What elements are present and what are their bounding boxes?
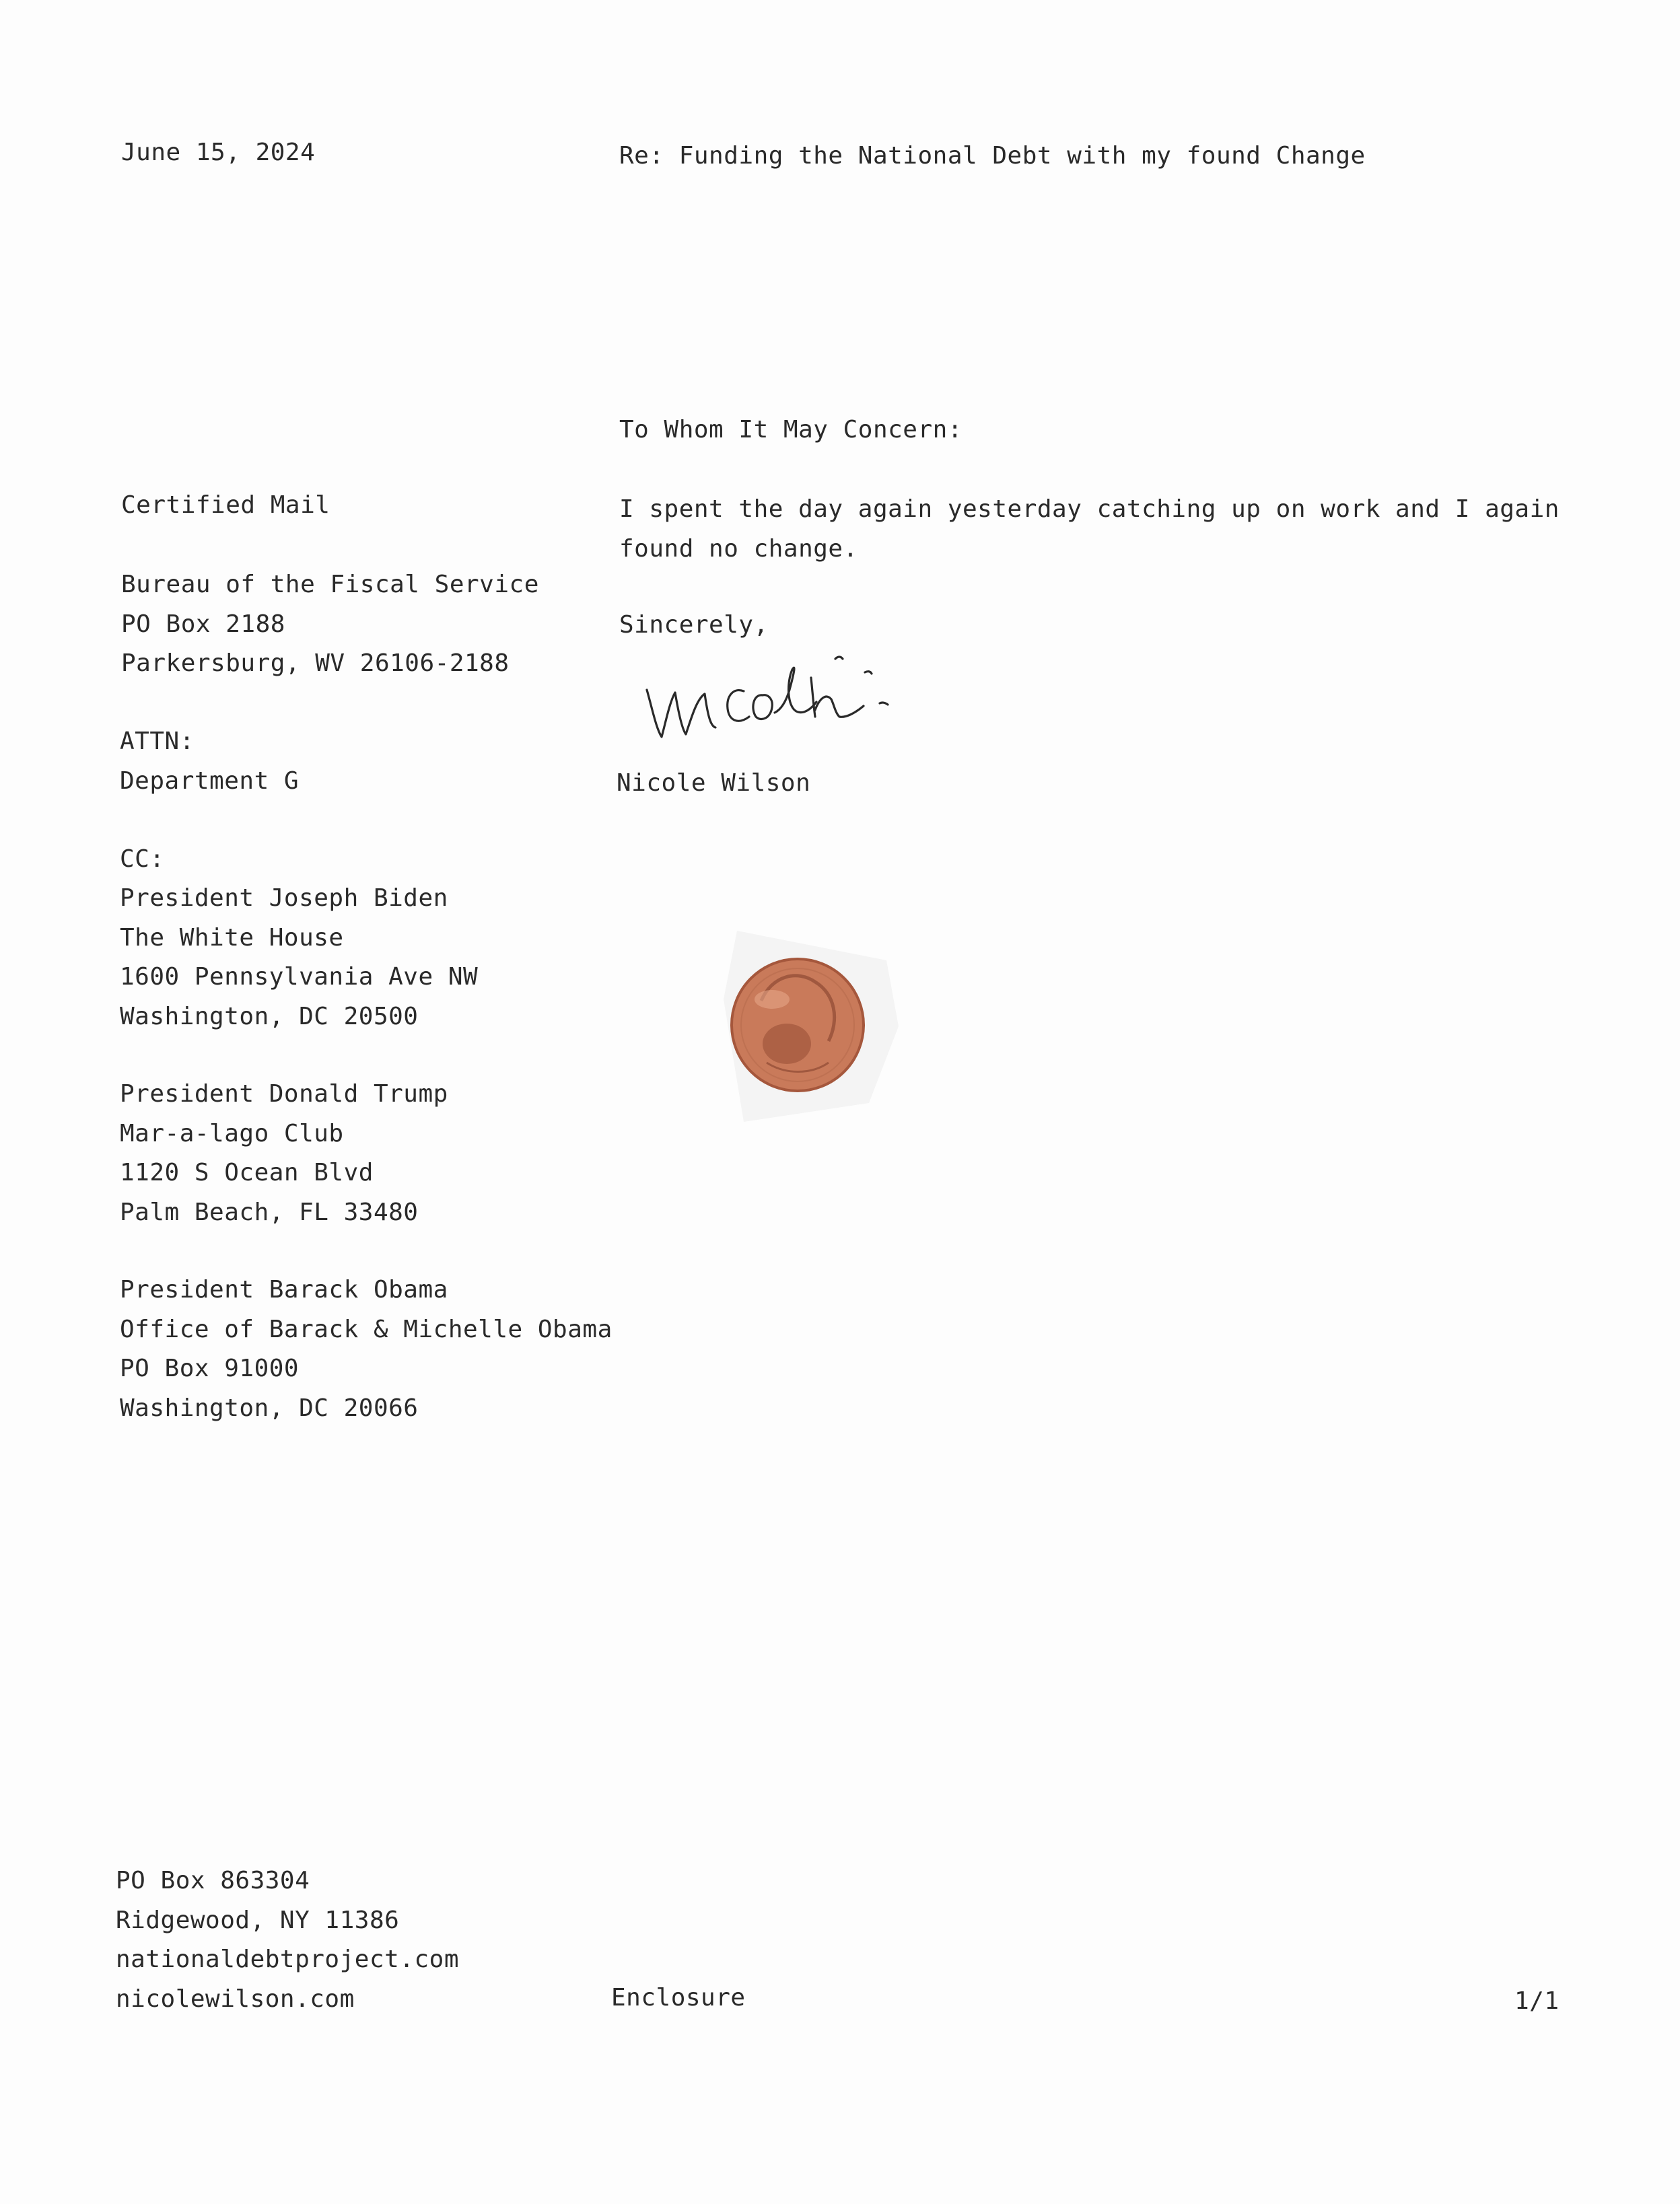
recipient-line: Bureau of the Fiscal Service (121, 571, 539, 598)
enclosure-label: Enclosure (611, 1984, 746, 2012)
cc-line: President Joseph Biden (120, 884, 448, 912)
recipient-address (121, 565, 539, 684)
cc-line: Washington, DC 20066 (120, 1394, 419, 1422)
cc-line: Washington, DC 20500 (120, 1002, 419, 1030)
attn-department: Department G (120, 767, 300, 795)
attention-block (120, 722, 299, 801)
closing: Sincerely, (619, 611, 769, 639)
cc-address-obama (120, 1271, 612, 1428)
salutation: To Whom It May Concern: (619, 416, 963, 443)
sender-website: nicolewilson.com (116, 1985, 355, 2013)
sender-address (116, 1861, 459, 2019)
cc-label: CC: (120, 845, 165, 873)
sender-line: Ridgewood, NY 11386 (116, 1906, 400, 1934)
letter-subject: Re: Funding the National Debt with my found Change (619, 142, 1366, 170)
cc-address-biden (120, 879, 478, 1036)
letter-body (619, 490, 1560, 569)
mail-type: Certified Mail (121, 491, 330, 519)
recipient-line: Parkersburg, WV 26106-2188 (121, 649, 510, 677)
cc-line: President Donald Trump (120, 1080, 448, 1108)
enclosed-penny (697, 925, 912, 1127)
cc-line: Mar-a-lago Club (120, 1119, 344, 1147)
cc-address-trump (120, 1075, 448, 1232)
cc-line: 1600 Pennsylvania Ave NW (120, 963, 479, 991)
sender-website: nationaldebtproject.com (116, 1946, 459, 1973)
cc-line: PO Box 91000 (120, 1355, 300, 1382)
letter-date: June 15, 2024 (121, 139, 316, 166)
body-line: I spent the day again yesterday catching up on work and I again (619, 495, 1560, 523)
cc-line: President Barack Obama (120, 1276, 448, 1304)
signer-name: Nicole Wilson (617, 769, 811, 797)
cc-line: Palm Beach, FL 33480 (120, 1198, 419, 1226)
cc-line: Office of Barack & Michelle Obama (120, 1315, 612, 1343)
handwritten-signature (643, 643, 993, 757)
attn-label: ATTN: (120, 727, 195, 755)
cc-line: 1120 S Ocean Blvd (120, 1159, 374, 1186)
page-number: 1/1 (1514, 1987, 1560, 2015)
cc-line: The White House (120, 923, 344, 952)
body-line: found no change. (619, 534, 858, 563)
recipient-line: PO Box 2188 (121, 610, 285, 638)
sender-line: PO Box 863304 (116, 1867, 310, 1894)
